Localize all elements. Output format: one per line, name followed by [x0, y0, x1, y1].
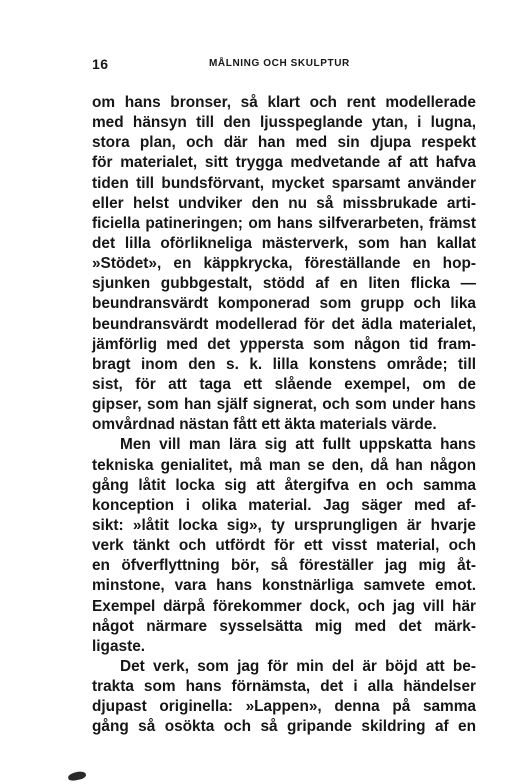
- text-line: »Stödet», en käppkrycka, föreställande en hop-: [92, 255, 476, 273]
- text-line: jämförlig med det yppersta som någon tid fram-: [92, 335, 476, 353]
- ink-smudge: [67, 770, 86, 782]
- text-line: bragt inom den s. k. lilla konstens område; till: [92, 355, 476, 373]
- text-line: beundransvärdt modellerad för det ädla materialet,: [92, 315, 476, 333]
- running-head: [92, 56, 476, 76]
- text-line: Exempel därpå förekommer dock, och jag vill här: [92, 597, 476, 615]
- text-line: konception i olika material. Jag säger med af-: [92, 496, 476, 514]
- text-line: sjunken gubbgestalt, stödd af en liten flicka —: [92, 275, 476, 293]
- paragraph-start-line: Det verk, som jag för min del är böjd att be-: [120, 657, 476, 675]
- text-line: för materialet, sitt trygga medvetande af att hafva: [92, 154, 476, 172]
- text-line: gång låtit locka sig att återgifva en och samma: [92, 476, 476, 494]
- text-line: om hans bronser, så klart och rent modellerade: [92, 94, 476, 111]
- text-line: trakta som hans förnämsta, det i alla händelser: [92, 678, 476, 696]
- text-line: minstone, vara hans konstnärliga samvete emot.: [92, 577, 476, 595]
- text-line: det lilla oförlikneliga mästerverk, som han kallat: [92, 234, 476, 252]
- paragraph-start-line: Men vill man lära sig att fullt uppskatta hans: [120, 436, 476, 454]
- body-text: [92, 93, 476, 738]
- text-line: stora plan, och där han med sin djupa respekt: [92, 134, 476, 152]
- paragraph-end-line: ligaste.: [92, 637, 146, 655]
- text-line: ficiella patineringen; om hans silfverarbeten, främst: [92, 214, 476, 232]
- text-line: tekniska genialitet, må man se den, då han någon: [92, 456, 476, 474]
- text-line: sist, för att taga ett slående exempel, om de: [92, 375, 476, 393]
- text-line: gipser, som han själf signerat, och som under hans: [92, 396, 476, 414]
- text-line: sikt: »låtit locka sig», ty ursprungligen är hvarje: [92, 516, 476, 534]
- text-line: en öfverflyttning bör, så föreställer jag mig åt-: [92, 557, 476, 575]
- running-title: MÅLNING OCH SKULPTUR: [209, 58, 350, 69]
- text-line: beundransvärdt komponerad som grupp och lika: [92, 295, 476, 313]
- paragraph-end-line: omvårdnad nästan fått ett äkta materials värde.: [92, 416, 437, 434]
- page-number: 16: [92, 56, 109, 72]
- text-line: gång så osökta och så gripande skildring af en: [92, 718, 476, 736]
- text-line: med hänsyn till den ljusspeglande ytan, i lugna,: [92, 114, 476, 132]
- text-line: verk tänkt och utfördt för ett visst material, och: [92, 537, 476, 555]
- text-line: eller helst undviker den nu så missbrukade arti-: [92, 194, 476, 212]
- text-line: tiden till bundsförvant, mycket sparsamt använder: [92, 174, 476, 192]
- text-line: djupast originella: »Lappen», denna på samma: [92, 698, 476, 716]
- text-line: något närmare sysselsätta mig med det märk-: [92, 617, 476, 635]
